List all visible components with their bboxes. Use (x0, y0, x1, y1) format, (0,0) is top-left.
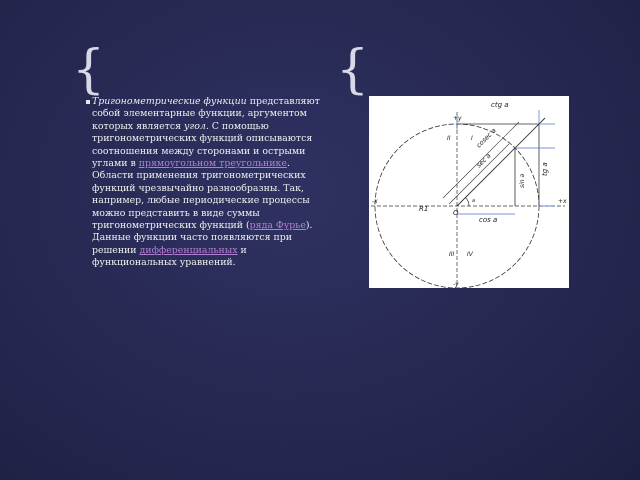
label-tg: tg a (541, 162, 549, 176)
link-fourier-series[interactable]: ряда Фурье (249, 220, 306, 232)
label-minus-x: -x (372, 198, 378, 205)
term-trig-functions: Тригонометрические функции (92, 96, 247, 107)
left-brace: { (72, 40, 106, 100)
sec-dimension (449, 144, 509, 204)
label-cosec: cosec a (474, 126, 498, 150)
link-right-triangle[interactable]: прямоугольном треугольнике (138, 158, 287, 170)
angle-arc (466, 198, 470, 207)
label-sec: sec a (474, 151, 493, 170)
term-angle: угол (184, 120, 206, 132)
radius-line (457, 118, 545, 206)
link-differential[interactable]: дифференциальных (139, 244, 238, 256)
label-minus-y: -y (453, 281, 459, 288)
text-segment-1: представляют собой элементарные функции, аргументом которых является (92, 96, 320, 132)
bullet-square-icon (86, 100, 90, 104)
label-sin: sin a (519, 173, 526, 188)
label-ctg: ctg a (491, 101, 509, 109)
label-quadrant-4: IV (467, 251, 473, 258)
label-quadrant-1: I (471, 135, 473, 142)
unit-circle-diagram (369, 96, 569, 288)
bullet-text-block (92, 96, 320, 270)
label-alpha: a (472, 198, 476, 204)
right-brace: { (336, 40, 370, 100)
text-segment-4: ). Данные функции часто появляются при решении (92, 220, 313, 256)
label-plus-x: +x (558, 198, 567, 205)
paragraph (92, 96, 320, 270)
label-cos: cos a (479, 216, 498, 224)
text-segment-5: и функциональных уравнений. (92, 244, 247, 269)
label-quadrant-2: II (447, 135, 451, 142)
label-plus-y: +y (453, 115, 462, 122)
label-origin: O (453, 209, 459, 217)
label-r1: R1 (419, 205, 429, 213)
text-segment-2: . С помощью тригонометрических функций описываются соотношения между сторонами и острыми углами в (92, 120, 313, 170)
unit-circle-svg (369, 96, 569, 288)
text-segment-3: . Области применения тригонометрических функций чрезвычайно разнообразны. Так, например, любые периодические процессы можно представить в виде суммы тригонометрических функций ( (92, 158, 310, 232)
label-quadrant-3: III (449, 251, 455, 258)
